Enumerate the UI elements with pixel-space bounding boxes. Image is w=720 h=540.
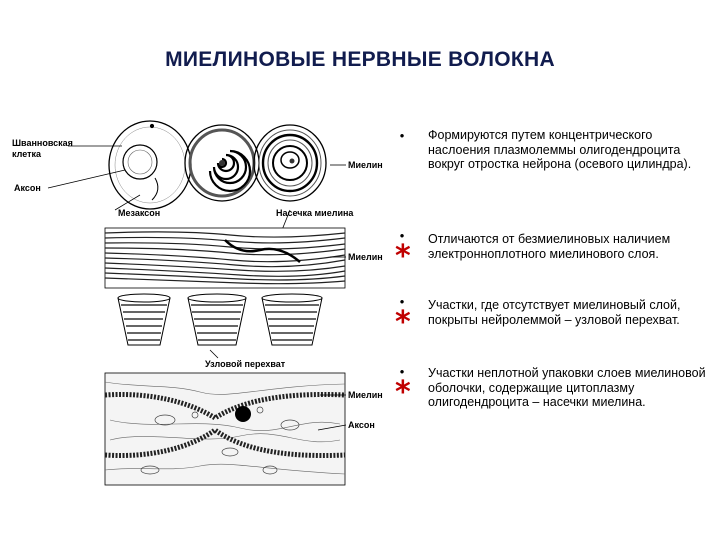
bullet-marker-1: • (399, 128, 405, 143)
bullet-marker-4: • (399, 364, 405, 379)
node-of-ranvier-section (105, 373, 346, 485)
label-myelin-bottom: Миелин (348, 390, 383, 400)
longitudinal-section (105, 228, 346, 288)
label-myelin-incision: Насечка миелина (276, 208, 354, 218)
label-schwann-cell-1: Шванновская (12, 138, 73, 148)
node-leader-line (210, 350, 218, 358)
bullet-marker-3: • (399, 294, 405, 309)
bullet-text-1: Формируются путем концентрического наслоения плазмолеммы олигодендроцита вокруг отростка нейрона (осевого цилиндра). (428, 128, 692, 172)
page-title: МИЕЛИНОВЫЕ НЕРВНЫЕ ВОЛОКНА (165, 48, 555, 71)
segment-cup-3 (262, 294, 322, 345)
segment-cup-1 (118, 294, 170, 345)
star-marker-2: * (395, 239, 411, 274)
star-marker-4: * (395, 375, 411, 410)
bullet-text-2: Отличаются от безмиелиновых наличием электронноплотного миелинового слоя. (428, 232, 671, 261)
label-myelin-middle: Миелин (348, 252, 383, 262)
bullet-text-3: Участки, где отсутствует миелиновый слой, покрыты нейролеммой – узловой перехват. (428, 298, 681, 327)
star-marker-3: * (395, 305, 411, 340)
bullet-text-4: Участки неплотной упаковки слоев миелиновой оболочки, содержащие цитоплазму олигодендроцита – насечки миелина. (428, 366, 706, 410)
cross-section-2 (185, 125, 259, 201)
label-axon-bottom: Аксон (348, 420, 375, 430)
segment-cup-2 (188, 294, 246, 345)
label-schwann-cell-2: клетка (12, 149, 42, 159)
label-mesaxon: Мезаксон (118, 208, 161, 218)
label-myelin-top: Миелин (348, 160, 383, 170)
cross-section-3 (254, 125, 326, 201)
label-axon-top: Аксон (14, 183, 41, 193)
cross-section-1 (109, 121, 191, 209)
bullet-marker-2: • (399, 228, 405, 243)
label-node: Узловой перехват (205, 359, 286, 369)
